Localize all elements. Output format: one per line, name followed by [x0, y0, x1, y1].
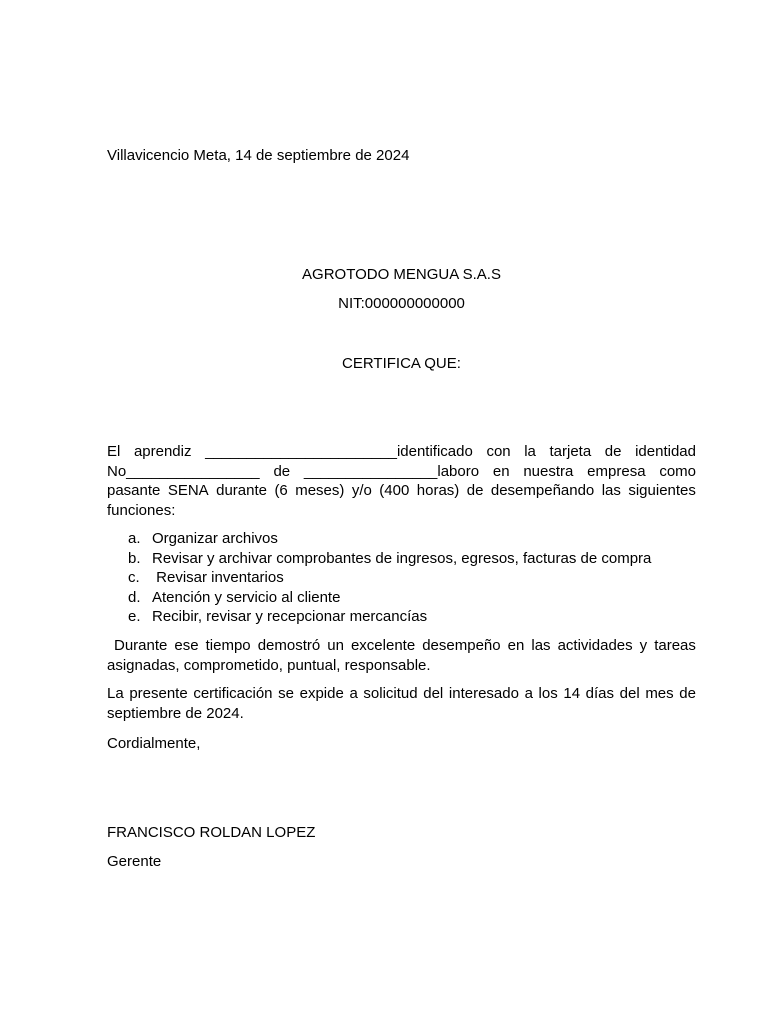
list-item: [128, 568, 651, 588]
word: excelente: [350, 637, 416, 654]
word: empresa: [587, 462, 646, 480]
paragraph-line: [107, 636, 696, 656]
word: SENA: [167, 482, 209, 499]
word: días: [585, 685, 615, 702]
word: en: [507, 637, 525, 654]
word: _______________________identificado: [205, 443, 473, 460]
word: ________________laboro: [303, 462, 480, 480]
word: los: [538, 685, 558, 702]
word: durante: [216, 482, 267, 499]
list-item-text: Revisar inventarios: [152, 569, 284, 586]
word: un: [327, 637, 344, 654]
word: solicitud: [363, 685, 418, 702]
word: y: [639, 637, 648, 654]
word: tarjeta: [549, 443, 592, 460]
word: se: [278, 685, 294, 702]
paragraph-line: asignadas, comprometido, puntual, responsable.: [107, 656, 431, 674]
paragraph-line: [107, 684, 696, 704]
word: expide: [299, 685, 344, 702]
company-nit: NIT:000000000000: [338, 295, 465, 312]
word: aprendiz: [133, 443, 192, 460]
word: la: [524, 443, 536, 460]
word: desempeñando: [490, 482, 595, 499]
signer-name: FRANCISCO ROLDAN LOPEZ: [107, 824, 316, 841]
paragraph-line: [107, 462, 696, 482]
word: mes: [645, 685, 674, 702]
place-date: Villavicencio Meta, 14 de septiembre de 2024: [107, 147, 410, 164]
word: de: [679, 685, 696, 702]
word: como: [659, 462, 696, 480]
word: de: [273, 462, 291, 480]
list-item: [128, 607, 651, 627]
word: horas): [416, 482, 460, 499]
word: No________________: [107, 462, 260, 480]
word: La: [107, 685, 124, 702]
list-marker: b.: [128, 549, 141, 567]
word: a: [349, 685, 358, 702]
word: interesado: [448, 685, 519, 702]
certification-paragraph: [107, 442, 696, 520]
word: actividades: [557, 637, 633, 654]
word: las: [531, 637, 551, 654]
word: del: [619, 685, 640, 702]
word: las: [601, 482, 621, 499]
list-item-text: Atención y servicio al cliente: [152, 588, 341, 606]
word: Durante: [114, 637, 168, 654]
word: presente: [129, 685, 188, 702]
word: demostró: [257, 637, 321, 654]
conduct-paragraph: [107, 636, 696, 675]
company-name: AGROTODO MENGUA S.A.S: [302, 266, 501, 283]
word: nuestra: [523, 462, 574, 480]
signer-title: Gerente: [107, 853, 162, 870]
certification-heading: CERTIFICA QUE:: [342, 355, 461, 372]
word: y/o: [351, 482, 372, 499]
list-item-text: Organizar archivos: [152, 530, 278, 547]
word: meses): [295, 482, 345, 499]
word: identidad: [635, 443, 696, 460]
closing-salutation: Cordialmente,: [107, 735, 201, 752]
list-item: [128, 588, 651, 608]
list-item: [128, 529, 651, 549]
word: pasante: [107, 482, 161, 499]
list-marker: d.: [128, 588, 141, 606]
word: tareas: [654, 637, 696, 654]
word: ese: [174, 637, 199, 654]
functions-list: [128, 529, 651, 627]
list-item: [128, 549, 651, 569]
word: (6: [274, 482, 288, 499]
word: El: [107, 443, 121, 460]
paragraph-line: [107, 442, 696, 462]
word: de: [604, 443, 622, 460]
word: desempeño: [422, 637, 501, 654]
list-item-text: Recibir, revisar y recepcionar mercancías: [152, 608, 428, 625]
word: certificación: [193, 685, 273, 702]
word: (400: [379, 482, 410, 499]
paragraph-line: funciones:: [107, 501, 176, 519]
word: tiempo: [205, 637, 251, 654]
list-marker: c.: [128, 569, 140, 586]
word: con: [486, 443, 511, 460]
list-item-text: Revisar y archivar comprobantes de ingresos, egresos, facturas de compra: [152, 549, 652, 567]
word: del: [423, 685, 444, 702]
word: en: [492, 462, 510, 480]
list-marker: e.: [128, 608, 141, 625]
word: 14: [563, 685, 581, 702]
expedite-paragraph: [107, 684, 696, 723]
word: siguientes: [628, 482, 696, 499]
paragraph-line: septiembre de 2024.: [107, 704, 244, 722]
word: de: [466, 482, 484, 499]
paragraph-line: [107, 481, 696, 501]
word: a: [524, 685, 533, 702]
list-marker: a.: [128, 530, 141, 547]
